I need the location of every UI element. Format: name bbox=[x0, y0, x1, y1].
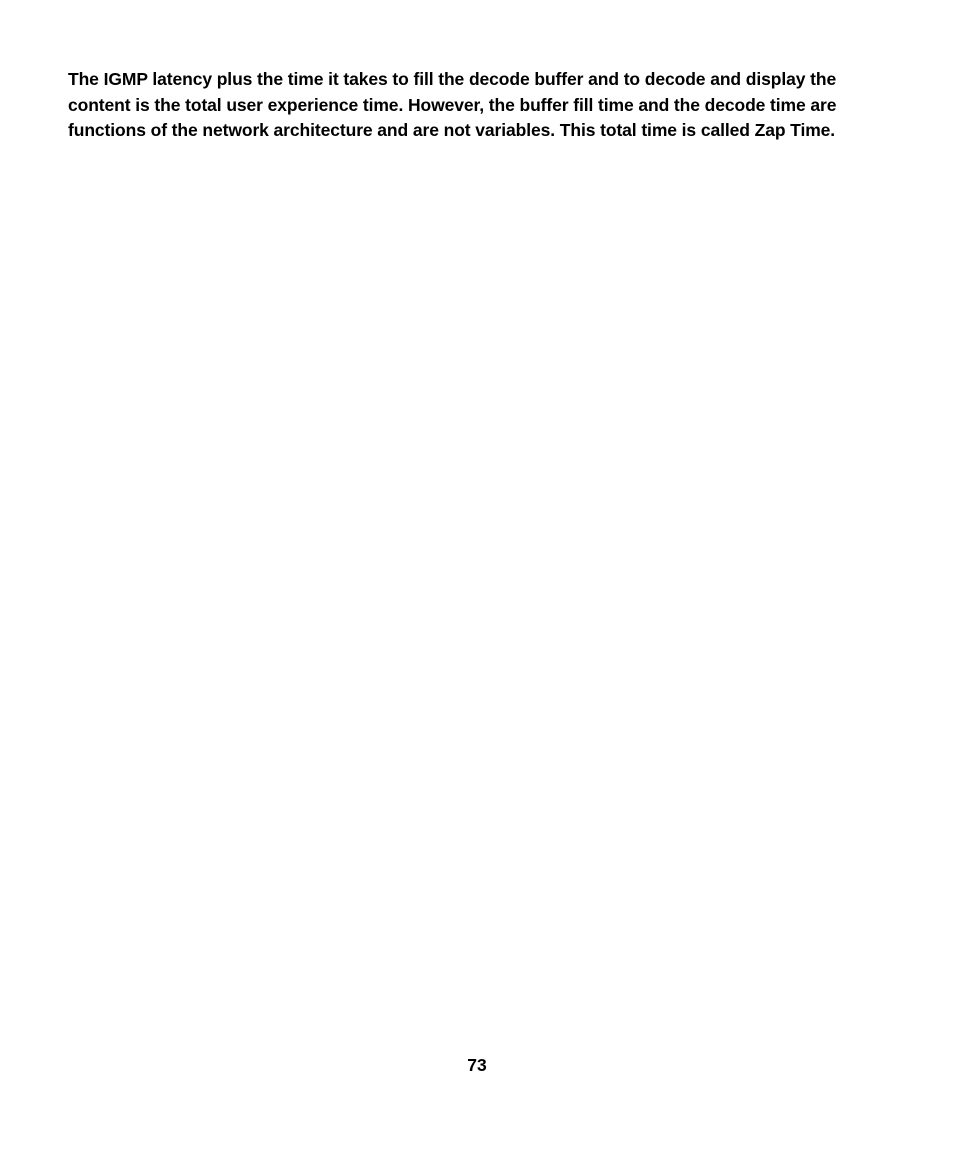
body-paragraph: The IGMP latency plus the time it takes to fill the decode buffer and to decode and display the content is the total user experience time. However, the buffer fill time and the decode time are functions of the network architecture and are not variables. This total time is called Zap Time. bbox=[68, 69, 837, 140]
page-number: 73 bbox=[467, 1055, 487, 1075]
